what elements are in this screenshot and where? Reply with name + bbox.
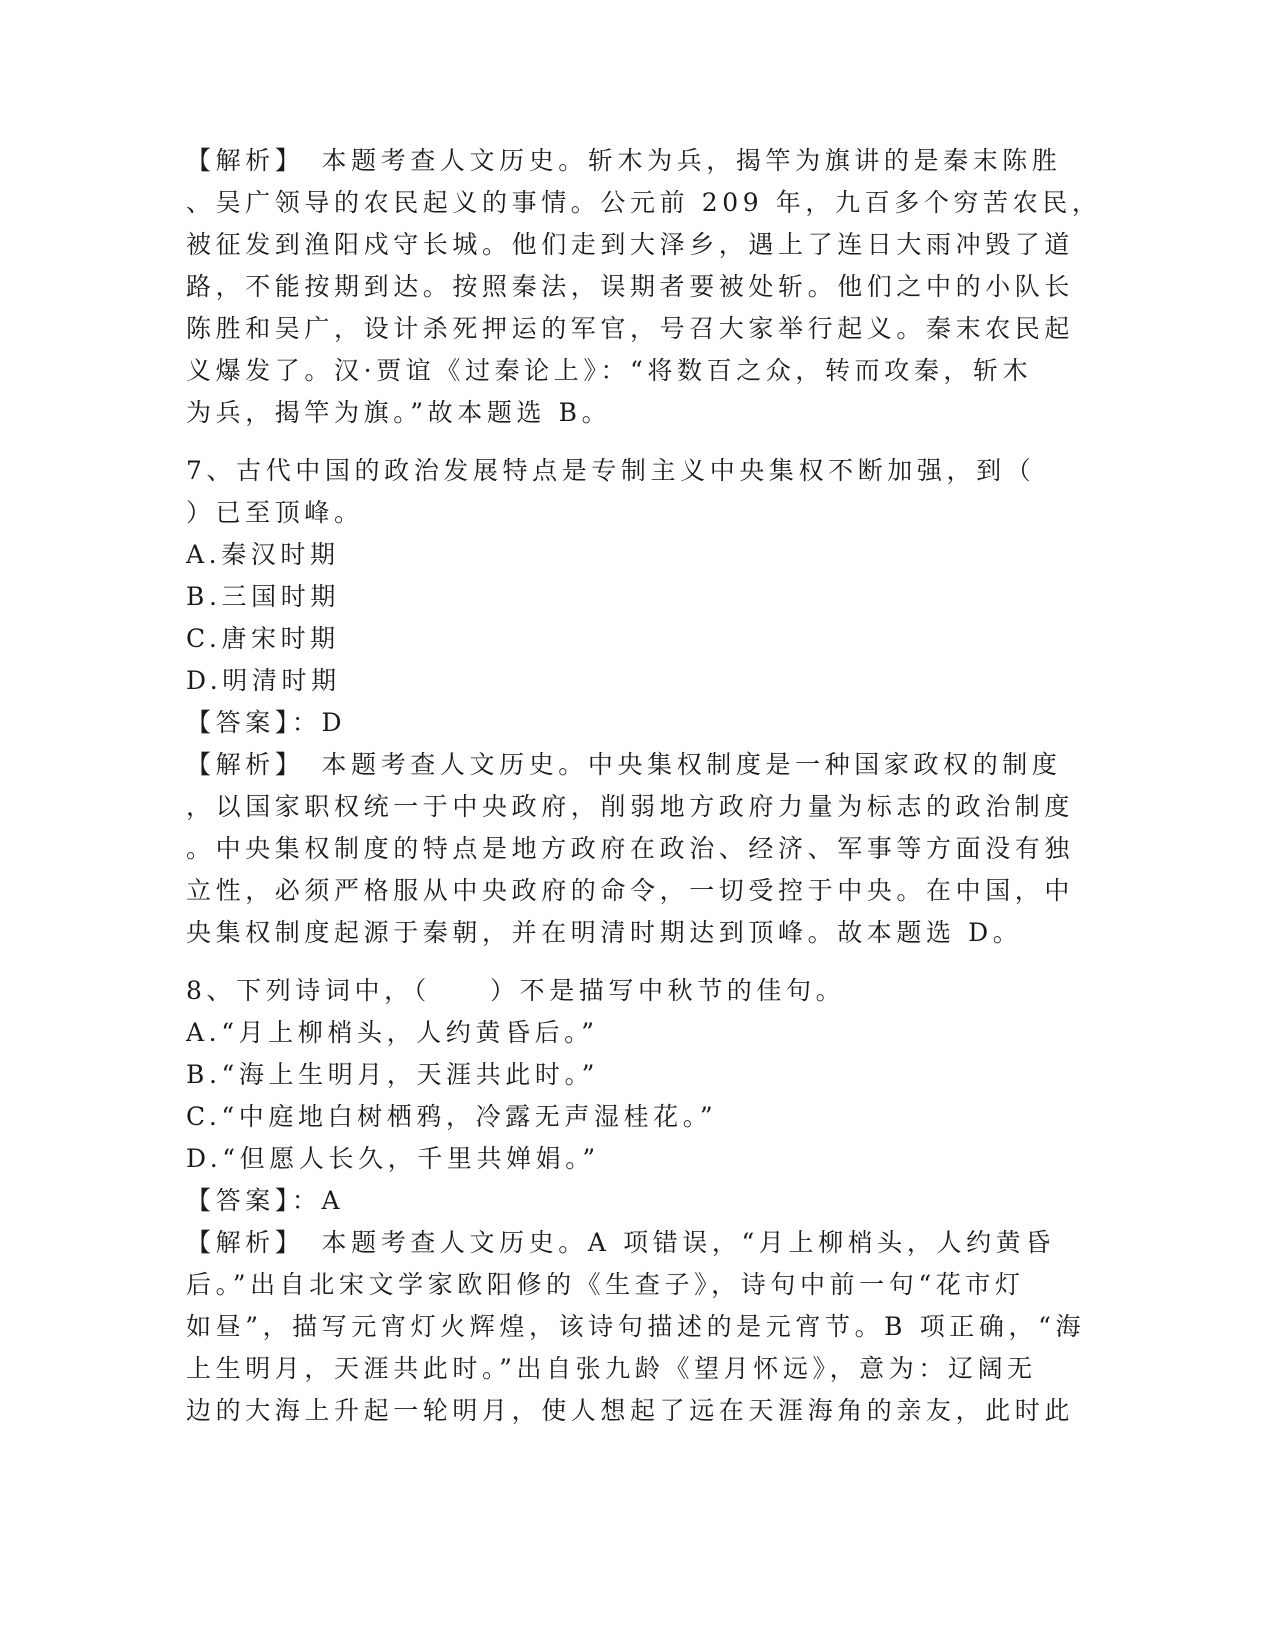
q6-analysis-line: 被征发到渔阳戍守长城。他们走到大泽乡，遇上了连日大雨冲毁了道 [186, 230, 1075, 259]
q8-answer: 【答案】：A [186, 1186, 345, 1215]
q8-analysis-line: 【解析】 本题考查人文历史。A 项错误，“月上柳梢头，人约黄昏 [186, 1228, 1055, 1257]
q7-analysis-line: 。中央集权制度的特点是地方政府在政治、经济、军事等方面没有独 [186, 834, 1075, 863]
q7-option-a: A.秦汉时期 [186, 540, 340, 569]
q7-analysis-line: ，以国家职权统一于中央政府，削弱地方政府力量为标志的政治制度 [186, 792, 1075, 821]
q8-analysis-line: 后。”出自北宋文学家欧阳修的《生查子》，诗句中前一句“花市灯 [186, 1270, 1025, 1299]
q6-analysis-line: 【解析】 本题考查人文历史。斩木为兵，揭竿为旗讲的是秦末陈胜 [186, 146, 1062, 175]
q8-stem: 8、下列诗词中，（ ）不是描写中秋节的佳句。 [186, 976, 846, 1005]
q7-stem: 7、古代中国的政治发展特点是专制主义中央集权不断加强，到（ [186, 456, 1036, 485]
q7-option-d: D.明清时期 [186, 666, 341, 695]
q8-option-c: C.“中庭地白树栖鸦，冷露无声湿桂花。” [186, 1102, 718, 1131]
q7-option-b: B.三国时期 [186, 582, 340, 611]
q8-analysis-line: 边的大海上升起一轮明月，使人想起了远在天涯海角的亲友，此时此 [186, 1396, 1075, 1425]
q8-option-a: A.“月上柳梢头，人约黄昏后。” [186, 1018, 599, 1047]
q6-analysis-line: 为兵，揭竿为旗。”故本题选 B。 [186, 398, 612, 427]
q8-analysis-line: 上生明月，天涯共此时。”出自张九龄《望月怀远》，意为：辽阔无 [186, 1354, 1037, 1383]
q7-analysis-line: 央集权制度起源于秦朝，并在明清时期达到顶峰。故本题选 D。 [186, 918, 1023, 947]
q7-analysis-line: 立性，必须严格服从中央政府的命令，一切受控于中央。在中国，中 [186, 876, 1075, 905]
q8-analysis-line: 如昼”，描写元宵灯火辉煌，该诗句描述的是元宵节。B 项正确，“海 [186, 1312, 1086, 1341]
q8-option-d: D.“但愿人长久，千里共婵娟。” [186, 1144, 600, 1173]
q6-analysis-line: 路，不能按期到达。按照秦法，误期者要被处斩。他们之中的小队长 [186, 272, 1075, 301]
q7-answer: 【答案】：D [186, 708, 347, 737]
q7-analysis-line: 【解析】 本题考查人文历史。中央集权制度是一种国家政权的制度 [186, 750, 1062, 779]
q6-analysis-line: 义爆发了。汉·贾谊《过秦论上》：“将数百之众，转而攻秦，斩木 [186, 356, 1033, 385]
q8-option-b: B.“海上生明月，天涯共此时。” [186, 1060, 599, 1089]
q6-analysis-line: 、吴广领导的农民起义的事情。公元前 209 年，九百多个穷苦农民， [186, 188, 1102, 217]
q7-stem: ）已至顶峰。 [186, 498, 364, 527]
q7-option-c: C.唐宋时期 [186, 624, 340, 653]
q6-analysis-line: 陈胜和吴广，设计杀死押运的军官，号召大家举行起义。秦末农民起 [186, 314, 1075, 343]
